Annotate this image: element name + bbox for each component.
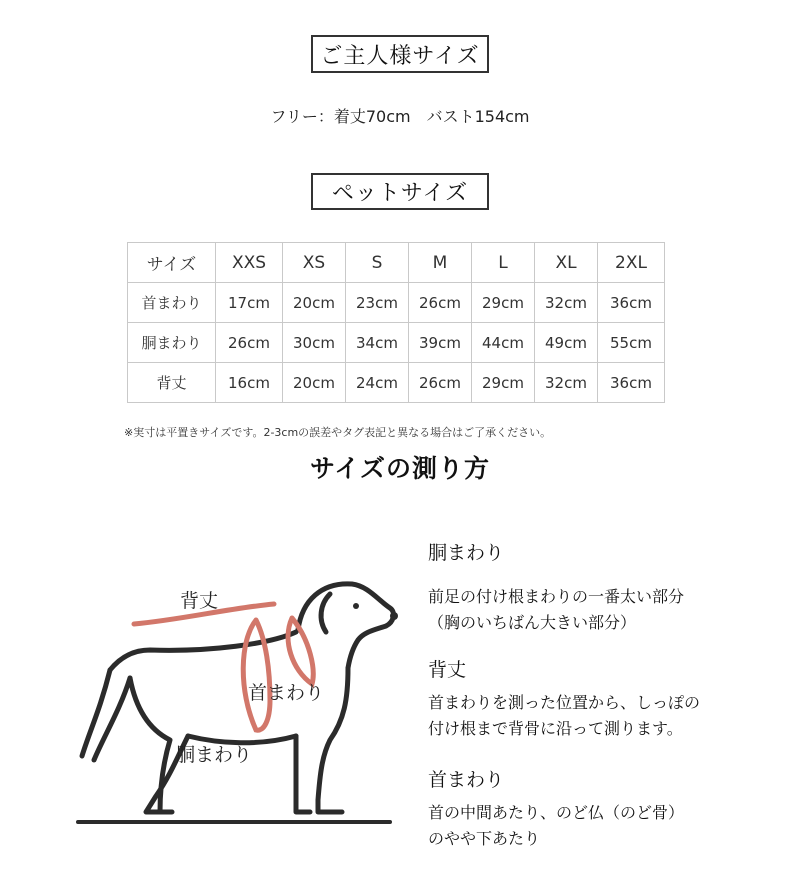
table-cell: 26cm — [409, 363, 472, 403]
dog-nose — [390, 612, 398, 620]
table-cell: 55cm — [598, 323, 665, 363]
table-cell: 49cm — [535, 323, 598, 363]
header-cell: XL — [535, 243, 598, 283]
table-header-row — [128, 243, 665, 283]
header-cell: L — [472, 243, 535, 283]
pet-size-title: ペットサイズ — [311, 173, 489, 210]
row-label: 胴まわり — [128, 323, 216, 363]
table-row — [128, 363, 665, 403]
dog-eye — [353, 603, 359, 609]
row-label: 背丈 — [128, 363, 216, 403]
desc-line: 前足の付け根まわりの一番太い部分 — [428, 587, 685, 606]
section-heading-chest: 胴まわり — [428, 542, 505, 564]
table-cell: 17cm — [216, 283, 283, 323]
size-note: ※実寸は平置きサイズです。2-3cmの誤差やタグ表記と異なる場合はご了承ください。 — [124, 426, 552, 439]
desc-line: のやや下あたり — [428, 829, 541, 848]
desc-line: （胸のいちばん大きい部分） — [428, 613, 637, 632]
dog-illustration — [60, 560, 420, 840]
section-desc-back — [428, 690, 700, 742]
table-cell: 36cm — [598, 363, 665, 403]
table-cell: 34cm — [346, 323, 409, 363]
table-row — [128, 323, 665, 363]
header-cell: XXS — [216, 243, 283, 283]
table-cell: 39cm — [409, 323, 472, 363]
owner-size-line: フリー：着丈70cm バスト154cm — [270, 107, 530, 126]
header-cell: サイズ — [128, 243, 216, 283]
section-desc-neck — [428, 800, 684, 852]
table-cell: 26cm — [216, 323, 283, 363]
desc-line: 首の中間あたり、のど仏（のど骨） — [428, 803, 685, 822]
table-cell: 23cm — [346, 283, 409, 323]
desc-line: 首まわりを測った位置から、しっぽの — [428, 693, 701, 712]
owner-size-title: ご主人様サイズ — [311, 35, 489, 73]
pet-size-table — [127, 242, 665, 403]
table-cell: 29cm — [472, 283, 535, 323]
row-label: 首まわり — [128, 283, 216, 323]
table-cell: 32cm — [535, 283, 598, 323]
diagram-label-neck: 首まわり — [248, 682, 325, 704]
measure-title: サイズの測り方 — [309, 454, 490, 483]
table-cell: 16cm — [216, 363, 283, 403]
header-cell: M — [409, 243, 472, 283]
diagram-label-chest: 胴まわり — [176, 744, 253, 766]
table-cell: 30cm — [283, 323, 346, 363]
table-cell: 36cm — [598, 283, 665, 323]
header-cell: S — [346, 243, 409, 283]
diagram-label-back: 背丈 — [180, 590, 219, 612]
header-cell: XS — [283, 243, 346, 283]
section-heading-back: 背丈 — [428, 659, 467, 681]
desc-line: 付け根まで背骨に沿って測ります。 — [428, 719, 683, 738]
table-cell: 29cm — [472, 363, 535, 403]
table-cell: 44cm — [472, 323, 535, 363]
table-cell: 26cm — [409, 283, 472, 323]
table-cell: 20cm — [283, 363, 346, 403]
header-cell: 2XL — [598, 243, 665, 283]
table-cell: 20cm — [283, 283, 346, 323]
table-cell: 32cm — [535, 363, 598, 403]
table-cell: 24cm — [346, 363, 409, 403]
dog-diagram — [60, 560, 420, 840]
section-heading-neck: 首まわり — [428, 769, 505, 791]
table-row — [128, 283, 665, 323]
section-desc-chest — [428, 584, 684, 636]
